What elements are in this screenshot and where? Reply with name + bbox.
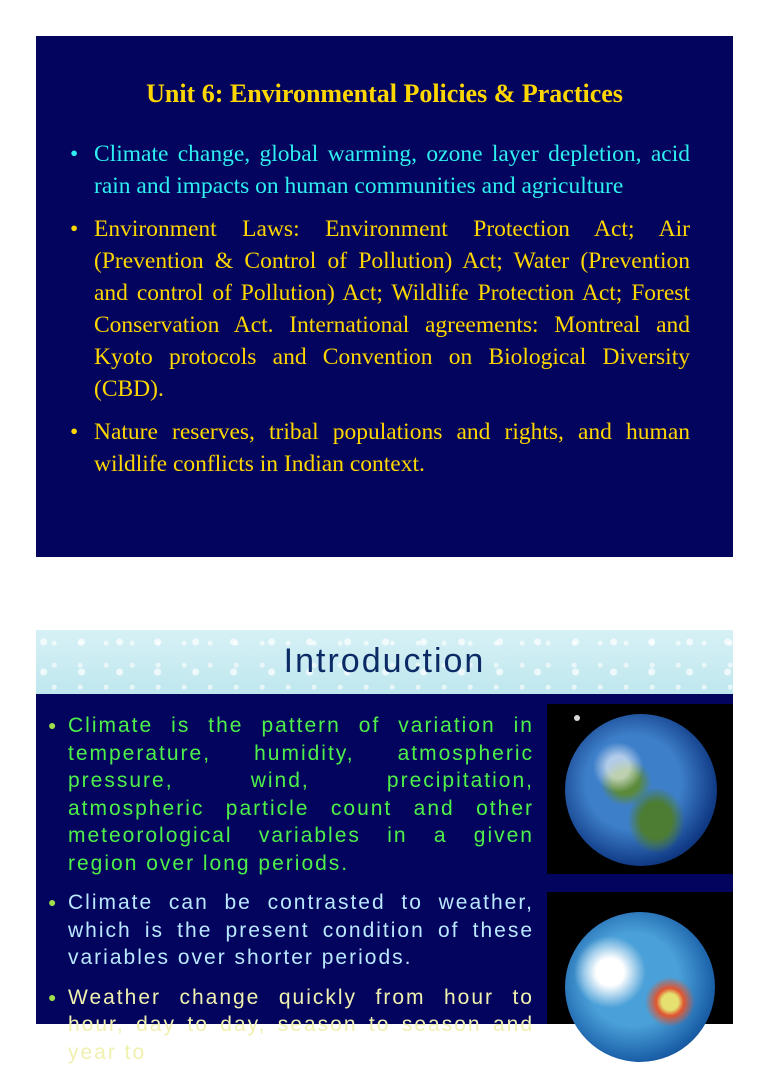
earth-sphere bbox=[565, 912, 715, 1062]
bullet-item: ● Climate can be contrasted to weather, which is the present condition of these variables over shorter periods. bbox=[48, 889, 534, 972]
moon-icon bbox=[574, 715, 580, 721]
water-drops-header bbox=[36, 630, 733, 694]
slide-title: Introduction bbox=[283, 642, 486, 680]
bullet-item: ● Weather change quickly from hour to hour, day to day, season to season and year to bbox=[48, 984, 534, 1067]
bullet-list bbox=[48, 712, 534, 1078]
bullet-list bbox=[70, 138, 690, 491]
earth-climate-map-icon bbox=[547, 892, 733, 1024]
bullet-item: • Environment Laws: Environment Protection Act; Air (Prevention & Control of Pollution) Act; Water (Prevention and control of Pollution) Act; Wildlife Protection Act; Forest Conservation Act. International agreements: Montreal and Kyoto protocols and Convention on Biological Diversity (CBD). bbox=[70, 213, 690, 405]
earth-globe-icon bbox=[547, 704, 733, 874]
slide-introduction bbox=[36, 630, 733, 1064]
bullet-item: • Climate change, global warming, ozone layer depletion, acid rain and impacts on human communities and agriculture bbox=[70, 138, 690, 202]
bullet-item: ● Climate is the pattern of variation in temperature, humidity, atmospheric pressure, wind, precipitation, atmospheric particle count and other meteorological variables in a given region over long periods. bbox=[48, 712, 534, 877]
earth-sphere bbox=[565, 714, 717, 866]
bullet-item: • Nature reserves, tribal populations and rights, and human wildlife conflicts in Indian context. bbox=[70, 416, 690, 480]
slide-title: Unit 6: Environmental Policies & Practices bbox=[146, 79, 623, 108]
slide-unit-6 bbox=[36, 36, 733, 557]
